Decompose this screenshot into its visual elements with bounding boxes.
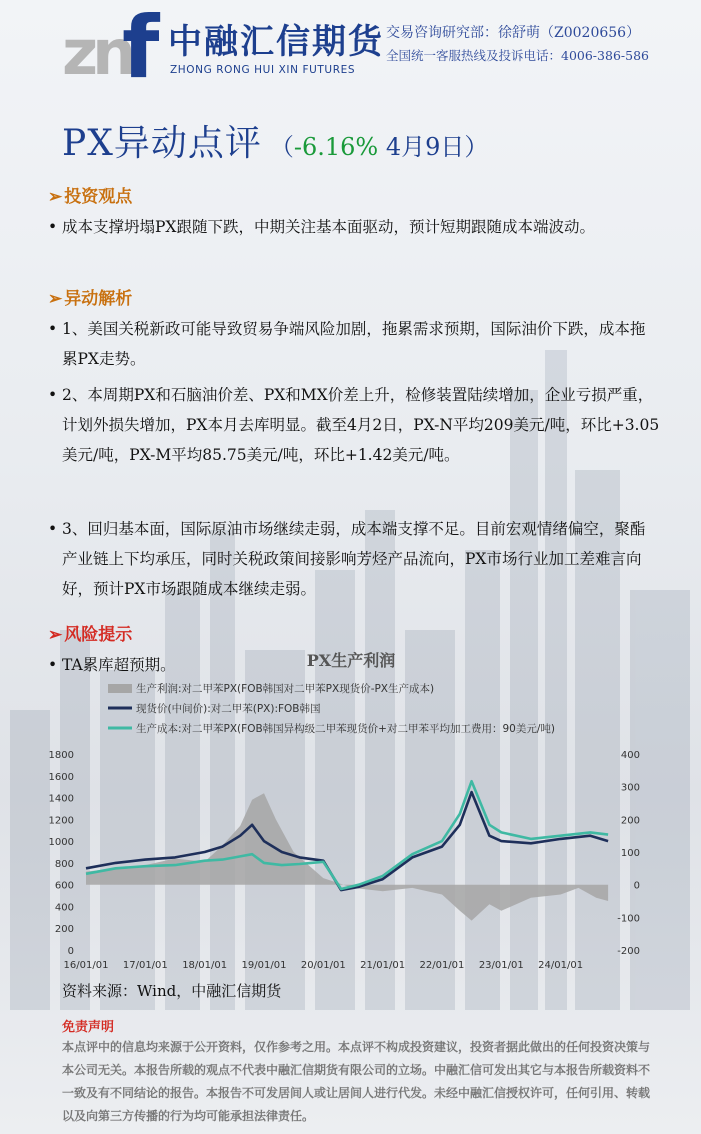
arrow-icon: ➢ xyxy=(48,187,63,207)
legend-label: 生产成本:对二甲苯PX(FOB韩国异构级二甲苯现货价+对二甲苯平均加工费用：90美元/吨) xyxy=(136,723,555,735)
x-tick-label: 22/01/01 xyxy=(419,960,465,971)
logo-zn-mark: zn xyxy=(62,16,131,89)
title-date: 4月9日） xyxy=(378,133,489,161)
arrow-icon: ➢ xyxy=(48,625,63,645)
bullet-icon: • xyxy=(48,520,58,538)
right-tick-label: 400 xyxy=(620,750,640,761)
legend-label: 生产利润:对二甲苯PX(FOB韩国对二甲苯PX现货价-PX生产成本) xyxy=(136,683,435,695)
bullet-icon: • xyxy=(48,320,58,338)
right-tick-label: 0 xyxy=(633,880,640,892)
section-analysis-heading xyxy=(48,284,132,309)
x-tick-label: 24/01/01 xyxy=(538,960,584,971)
legend-swatch xyxy=(108,684,132,693)
right-tick-label: -200 xyxy=(617,946,640,957)
disclaimer-title: 免责声明 xyxy=(62,1020,115,1035)
x-tick-label: 19/01/01 xyxy=(241,960,287,971)
left-tick-label: 1400 xyxy=(48,793,74,805)
left-tick-label: 1600 xyxy=(48,771,74,783)
bullet-icon: • xyxy=(48,656,58,674)
view-text: 成本支撑坍塌PX跟随下跌，中期关注基本面驱动，预计短期跟随成本端波动。 xyxy=(62,218,595,236)
section-view-heading xyxy=(48,182,132,207)
legend-label: 现货价(中间价):对二甲苯(PX):FOB韩国 xyxy=(136,703,321,715)
researcher-info: 交易咨询研究部：徐舒萌（Z0020656） xyxy=(386,25,641,41)
title-main: PX异动点评 xyxy=(62,123,262,164)
analysis-paragraph-1 xyxy=(48,314,660,374)
px-profit-chart xyxy=(48,640,646,980)
company-name-cn: 中融汇信期货 xyxy=(168,22,384,62)
analysis-text-1: 1、美国关税新政可能导致贸易争端风险加剧，拖累需求预期，国际油价下跌，成本拖累PX走势。 xyxy=(62,320,646,368)
data-source: 资料来源：Wind，中融汇信期货 xyxy=(62,982,282,1000)
disclaimer-body: 本点评中的信息均来源于公开资料，仅作参考之用。本点评不构成投资建议，投资者据此做出的任何投资决策与本公司无关。本报告所载的观点不代表中融汇信期货有限公司的立场。中融汇信可发出其它与本报告所载资料不一致及有不同结论的报告。本报告不可发居间人或让居间人进行代发。未经中融汇信授权许可，任何引用、转载以及向第三方传播的行为均可能承担法律责任。 xyxy=(62,1040,651,1123)
right-tick-label: 100 xyxy=(620,848,640,859)
chart-title: PX生产利润 xyxy=(306,651,396,670)
right-tick-label: 300 xyxy=(620,782,640,794)
risk-text: TA累库超预期。 xyxy=(62,656,176,674)
left-tick-label: 400 xyxy=(54,902,74,914)
hotline-info: 全国统一客服热线及投诉电话：4006-386-586 xyxy=(386,48,649,63)
x-tick-label: 16/01/01 xyxy=(63,960,109,971)
title-subtitle xyxy=(270,133,489,161)
left-tick-label: 1800 xyxy=(48,750,74,761)
right-tick-label: 200 xyxy=(620,815,640,827)
analysis-text-2: 2、本周期PX和石脑油价差、PX和MX价差上升，检修装置陆续增加，企业亏损严重，计划外损失增加，PX本月去库明显。截至4月2日，PX-N平均209美元/吨，环比+3.05美元/吨，PX-M平均85.75美元/吨，环比+1.42美元/吨。 xyxy=(62,386,660,464)
section-view-title: 投资观点 xyxy=(64,187,133,207)
left-tick-label: 1200 xyxy=(48,815,74,827)
section-analysis-title: 异动解析 xyxy=(64,289,133,309)
report-title xyxy=(62,115,488,166)
x-tick-label: 18/01/01 xyxy=(182,960,228,971)
arrow-icon: ➢ xyxy=(48,289,63,309)
price-change-pct: -6.16% xyxy=(293,133,379,161)
report-header xyxy=(0,0,701,100)
left-tick-label: 200 xyxy=(54,924,74,936)
x-tick-label: 23/01/01 xyxy=(478,960,524,971)
right-tick-label: -100 xyxy=(617,913,640,925)
logo-f-mark: f xyxy=(122,0,160,98)
left-tick-label: 0 xyxy=(67,946,74,957)
left-tick-label: 1000 xyxy=(48,837,74,849)
analysis-paragraph-2 xyxy=(48,380,660,470)
x-tick-label: 17/01/01 xyxy=(122,960,168,971)
bullet-icon: • xyxy=(48,218,58,236)
bullet-icon: • xyxy=(48,386,58,404)
left-tick-label: 800 xyxy=(54,858,74,870)
x-tick-label: 20/01/01 xyxy=(300,960,346,971)
analysis-paragraph-3 xyxy=(48,514,660,604)
company-name-en: ZHONG RONG HUI XIN FUTURES xyxy=(170,64,356,76)
left-tick-label: 600 xyxy=(54,880,74,892)
analysis-text-3: 3、回归基本面，国际原油市场继续走弱，成本端支撑不足。目前宏观情绪偏空，聚酯产业链上下均承压，同时关税政策间接影响芳烃产品流向，PX市场行业加工差难言向好，预计PX市场跟随成本继续走弱。 xyxy=(62,520,646,598)
x-tick-label: 21/01/01 xyxy=(360,960,406,971)
section-risk-title: 风险提示 xyxy=(64,625,133,645)
title-open-paren: （ xyxy=(269,133,294,161)
view-paragraph xyxy=(48,212,660,242)
